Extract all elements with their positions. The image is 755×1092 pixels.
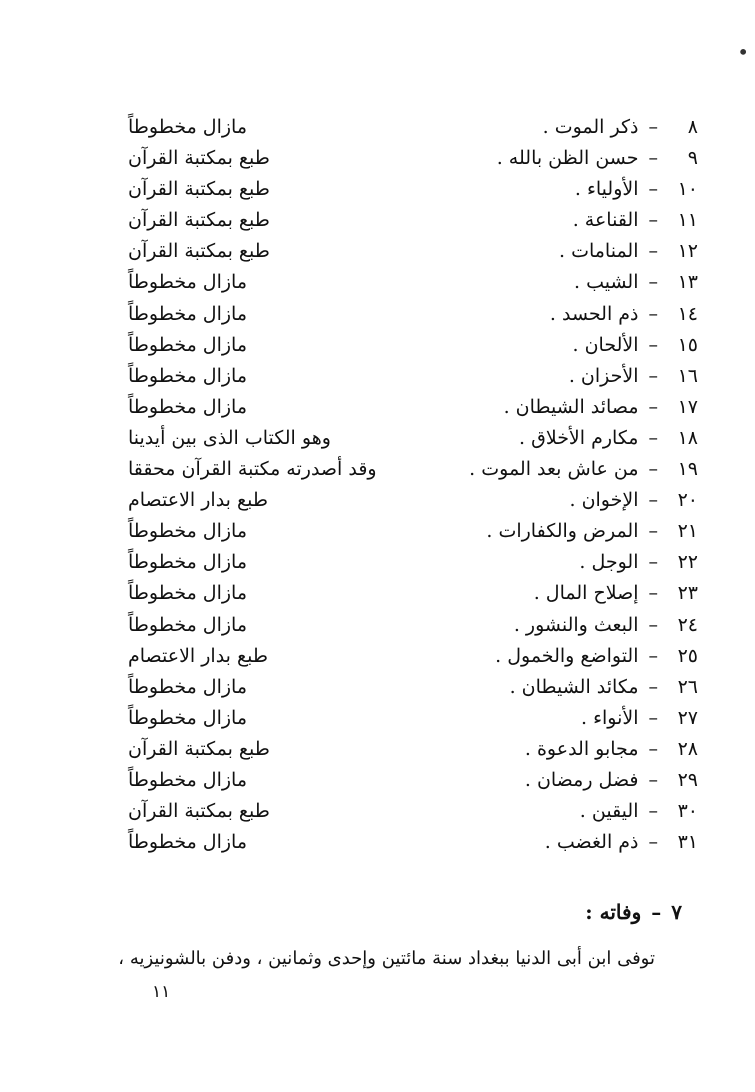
work-title-cell [458, 578, 698, 609]
work-title: التواضع والخمول . [495, 644, 639, 667]
list-item [0, 361, 755, 392]
work-title: مكارم الأخلاق . [519, 426, 639, 449]
work-number: ١٠ [677, 178, 698, 201]
work-status: مازال مخطوطاً [128, 768, 248, 791]
work-status: طبع بمكتبة القرآن [128, 147, 270, 170]
work-number: ٢٤ [677, 613, 698, 636]
work-title-cell [458, 392, 698, 423]
work-title-cell [458, 703, 698, 734]
work-status: مازال مخطوطاً [128, 706, 248, 729]
work-title-cell [458, 361, 698, 392]
work-status: مازال مخطوطاً [128, 613, 248, 636]
work-dash: – [648, 458, 658, 481]
list-item [0, 330, 755, 361]
work-status: مازال مخطوطاً [128, 333, 248, 356]
death-paragraph: توفى ابن أبى الدنيا ببغداد سنة مائتين وإحدى وثمانين ، ودفن بالشونيزيه ، [118, 948, 655, 969]
work-title: البعث والنشور . [513, 613, 639, 636]
section-dash: – [651, 900, 662, 924]
work-title: ذكر الموت . [542, 116, 639, 138]
work-number: ١٥ [677, 333, 698, 356]
list-item [0, 516, 755, 547]
work-number: ٢٦ [677, 675, 698, 698]
list-item [0, 267, 755, 298]
work-title-cell [458, 423, 698, 454]
list-item [0, 143, 755, 174]
section-title: وفاته : [585, 900, 642, 924]
work-title-cell [458, 672, 698, 703]
work-dash: – [648, 768, 658, 791]
work-title: الأحزان . [568, 364, 639, 387]
work-dash: – [648, 831, 658, 854]
work-status: مازال مخطوطاً [128, 302, 248, 325]
work-title-cell [458, 174, 698, 205]
work-dash: – [648, 178, 658, 201]
work-title: الشيب . [574, 271, 639, 294]
work-dash: – [648, 426, 658, 449]
work-status: مازال مخطوطاً [128, 831, 248, 854]
list-item [0, 547, 755, 578]
list-item [0, 827, 755, 858]
work-number: ١١ [677, 209, 698, 232]
work-title-cell [458, 112, 698, 143]
work-title: إصلاح المال . [533, 582, 639, 605]
list-item [0, 796, 755, 827]
work-number: ١٧ [677, 395, 698, 418]
list-item [0, 703, 755, 734]
work-title: الألحان . [572, 333, 639, 356]
work-number: ٢٧ [677, 706, 698, 729]
list-item [0, 112, 755, 143]
work-number: ٨ [687, 116, 698, 138]
work-number: ٣٠ [677, 800, 698, 823]
work-title: المنامات . [558, 240, 639, 263]
work-title: المرض والكفارات . [486, 520, 639, 543]
section-heading [585, 900, 682, 924]
work-number: ١٤ [677, 302, 698, 325]
work-number: ١٦ [677, 364, 698, 387]
work-status: مازال مخطوطاً [128, 271, 248, 294]
work-title: اليقين . [579, 800, 639, 823]
work-title-cell [458, 236, 698, 267]
work-title-cell [458, 485, 698, 516]
work-title-cell [458, 516, 698, 547]
work-status: مازال مخطوطاً [128, 675, 248, 698]
work-dash: – [648, 333, 658, 356]
work-dash: – [648, 302, 658, 325]
work-status: مازال مخطوطاً [128, 551, 248, 574]
margin-marker: • [737, 40, 749, 64]
work-status: طبع بمكتبة القرآن [128, 240, 270, 263]
list-item [0, 765, 755, 796]
work-status: وقد أصدرته مكتبة القرآن محققا [128, 458, 377, 481]
works-list [0, 112, 755, 858]
list-item [0, 174, 755, 205]
work-title: الوجل . [579, 551, 639, 574]
work-number: ٢٢ [677, 551, 698, 574]
work-title: الإخوان . [569, 489, 639, 512]
work-dash: – [648, 116, 658, 138]
work-dash: – [648, 737, 658, 760]
work-dash: – [648, 395, 658, 418]
work-title-cell [458, 454, 698, 485]
work-title: من عاش بعد الموت . [469, 458, 639, 481]
work-status: مازال مخطوطاً [128, 116, 248, 138]
work-number: ١٢ [677, 240, 698, 263]
work-number: ١٣ [677, 271, 698, 294]
work-number: ٩ [687, 147, 698, 170]
work-dash: – [648, 800, 658, 823]
work-title-cell [458, 796, 698, 827]
work-title: مكائد الشيطان . [509, 675, 639, 698]
work-title: الأولياء . [574, 178, 639, 201]
work-dash: – [648, 364, 658, 387]
list-item [0, 641, 755, 672]
work-title: فضل رمضان . [524, 768, 639, 791]
work-number: ٢١ [677, 520, 698, 543]
work-status: طبع بمكتبة القرآن [128, 178, 270, 201]
work-status: طبع بمكتبة القرآن [128, 800, 270, 823]
work-number: ٣١ [677, 831, 698, 854]
work-title: ذم الغضب . [544, 831, 639, 854]
work-title-cell [458, 827, 698, 858]
list-item [0, 734, 755, 765]
work-dash: – [648, 520, 658, 543]
work-number: ١٩ [677, 458, 698, 481]
work-dash: – [648, 613, 658, 636]
list-item [0, 423, 755, 454]
work-status: وهو الكتاب الذى بين أيدينا [128, 426, 331, 449]
work-title: حسن الظن بالله . [496, 147, 639, 170]
work-title-cell [458, 267, 698, 298]
work-title-cell [458, 205, 698, 236]
list-item [0, 485, 755, 516]
section-number: ٧ [671, 900, 682, 924]
work-dash: – [648, 489, 658, 512]
work-dash: – [648, 271, 658, 294]
work-title-cell [458, 330, 698, 361]
work-dash: – [648, 644, 658, 667]
list-item [0, 299, 755, 330]
work-status: طبع بمكتبة القرآن [128, 737, 270, 760]
list-item [0, 578, 755, 609]
work-dash: – [648, 551, 658, 574]
work-title: ذم الحسد . [549, 302, 639, 325]
work-dash: – [648, 240, 658, 263]
list-item [0, 454, 755, 485]
work-title: مجابو الدعوة . [524, 737, 639, 760]
work-status: طبع بدار الاعتصام [128, 644, 268, 667]
list-item [0, 205, 755, 236]
list-item [0, 610, 755, 641]
work-dash: – [648, 706, 658, 729]
work-number: ٢٩ [677, 768, 698, 791]
work-title: مصائد الشيطان . [503, 395, 639, 418]
work-dash: – [648, 675, 658, 698]
work-status: مازال مخطوطاً [128, 520, 248, 543]
work-title-cell [458, 610, 698, 641]
list-item [0, 392, 755, 423]
page-number: ١١ [152, 982, 171, 1002]
work-title: الأنواء . [580, 706, 639, 729]
work-number: ٢٠ [677, 489, 698, 512]
work-title-cell [458, 547, 698, 578]
work-dash: – [648, 209, 658, 232]
work-title-cell [458, 734, 698, 765]
work-title-cell [458, 765, 698, 796]
work-title: القناعة . [572, 209, 639, 232]
work-title-cell [458, 299, 698, 330]
list-item [0, 672, 755, 703]
work-status: طبع بدار الاعتصام [128, 489, 268, 512]
work-number: ١٨ [677, 426, 698, 449]
work-number: ٢٣ [677, 582, 698, 605]
work-status: مازال مخطوطاً [128, 395, 248, 418]
work-status: مازال مخطوطاً [128, 364, 248, 387]
work-status: طبع بمكتبة القرآن [128, 209, 270, 232]
work-number: ٢٨ [677, 737, 698, 760]
work-dash: – [648, 582, 658, 605]
list-item [0, 236, 755, 267]
work-status: مازال مخطوطاً [128, 582, 248, 605]
work-title-cell [458, 641, 698, 672]
work-number: ٢٥ [677, 644, 698, 667]
work-title-cell [458, 143, 698, 174]
work-dash: – [648, 147, 658, 170]
